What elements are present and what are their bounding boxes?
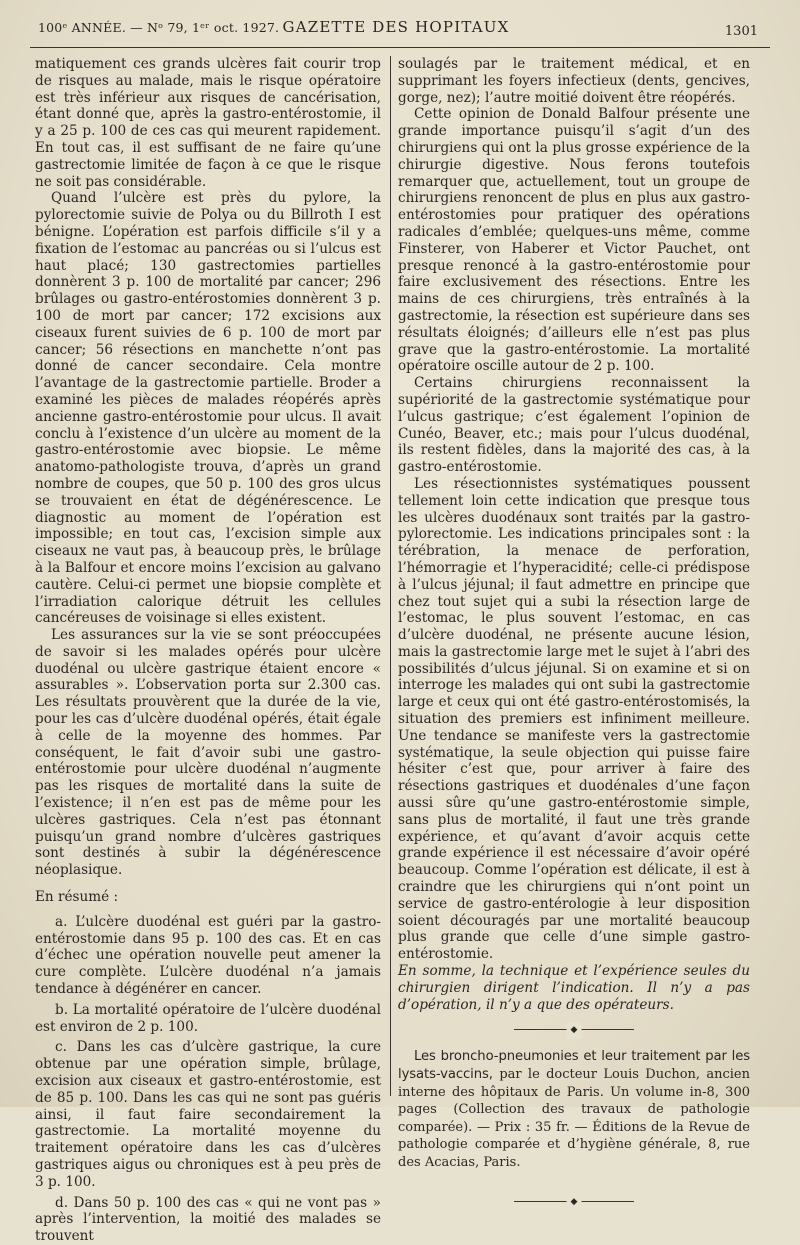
summary-item: c. Dans les cas d’ulcère gastrique, la cure obtenue par une opération simple, brûlage, excision aux ciseaux et gastro-entérostomie, est de 85 p. 100. Dans les cas qui ne sont pas guéris ainsi, il faut faire secondairement la gastrectomie. La mortalité moyenne du traitement opératoire dans les cas d’ulcères gastriques aigus ou chroniques est à peu près de 3 p. 100. <box>35 1039 381 1190</box>
column-divider <box>390 56 391 1096</box>
summary-item: a. L’ulcère duodénal est guéri par la gastro-entérostomie dans 95 p. 100 des cas. Et en cas d’échec une opération nouvelle peut amener la cure complète. L’ulcère duodénal n’a jamais tendance à dégénérer en cancer. <box>35 913 381 998</box>
book-details: par le docteur Louis Duchon, ancien interne des hôpitaux de Paris. Un volume in-8, 300 pages (Collection des travaux de pathologie comparée). — Prix : 35 fr. — Éditions de la Revue de pathologie comparée et d’hygiène générale, 8, rue des Acacias, Paris. <box>398 1067 750 1170</box>
issue-info: 100ᵉ ANNÉE. — Nᵒ 79, 1ᵉʳ oct. 1927. <box>38 20 280 35</box>
summary-item: b. La mortalité opératoire de l’ulcère duodénal est environ de 2 p. 100. <box>35 1001 381 1035</box>
summary-item: d. Dans 50 p. 100 des cas « qui ne vont pas » après l’intervention, la moitié des malades se trouvent <box>35 1194 381 1245</box>
paragraph: Cette opinion de Donald Balfour présente une grande importance puisqu’il s’agit d’un des chirurgiens qui ont la plus grosse expérience de la chirurgie digestive. Nous ferons toutefois remarquer que, actuellement, tout un groupe de chirurgiens renoncent de plus en plus aux gastro-entérostomies pour pratiquer des opérations radicales d’emblée; quelques-uns même, comme Finsterer, von Haberer et Victor Pauchet, ont presque renoncé à la gastro-entérostomie pour faire exclusivement des résections. Entre les mains de ces chirurgiens, très entraînés à la gastrectomie, la résection est supérieure dans ses résultats éloignés; d’ailleurs elle n’est pas plus grave que la gastro-entérostomie. La mortalité opératoire oscille autour de 2 p. 100. <box>398 106 750 375</box>
header-rule <box>30 47 770 48</box>
page-number: 1301 <box>724 24 758 39</box>
paragraph: Quand l’ulcère est près du pylore, la pylorectomie suivie de Polya ou du Billroth I est bénigne. L’opération est parfois difficile s’il y a fixation de l’estomac au pancréas ou si l’ulcus est haut placé; 130 gastrectomies partielles donnèrent 3 p. 100 de mortalité par cancer; 296 brûlages ou gastro-entérostomies donnèrent 3 p. 100 de mort par cancer; 172 excisions aux ciseaux furent suivies de 6 p. 100 de mort par cancer; 56 résections en manchette n’ont pas donné de cancer secondaire. Cela montre l’avantage de la gastrectomie partielle. Broder a examiné les pièces de malades réopérés après ancienne gastro-entérostomie pour ulcus. Il avait conclu à l’existence d’un ulcère au moment de la gastro-entérostomie avec biopsie. Le même anatomo-pathologiste trouva, d’après un grand nombre de coupes, que 50 p. 100 des gros ulcus se trouvaient en état de dégénérescence. Le diagnostic au moment de l’opération est impossible; en tout cas, l’excision simple aux ciseaux ne vaut pas, à beaucoup près, le brûlage à la Balfour et encore moins l’excision au galvano cautère. Celui-ci permet une biopsie complète et l’irradiation calorique détruit les cellules cancéreuses de voisinage si elles existent. <box>35 190 381 627</box>
section-separator <box>514 1029 634 1030</box>
left-column <box>35 56 381 1245</box>
book-title: Les broncho-pneumonies et leur traitement par les lysats-vaccins, <box>398 1049 750 1083</box>
conclusion: En somme, la technique et l’expérience seules du chirurgien dirigent l’indication. Il n’y a pas d’opération, il n’y a que des opérateurs. <box>398 963 750 1013</box>
paragraph: matiquement ces grands ulcères fait courir trop de risques au malade, mais le risque opératoire est très inférieur aux risques de cancérisation, étant donné que, après la gastro-entérostomie, il y a 25 p. 100 de ces cas qui meurent rapidement. En tout cas, il est suffisant de ne faire qu’une gastrectomie limitée de façon à ce que le risque ne soit pas considérable. <box>35 56 381 190</box>
publication-title: GAZETTE DES HOPITAUX <box>282 18 510 36</box>
resume-heading: En résumé : <box>35 889 119 906</box>
book-notice <box>398 1048 750 1171</box>
page-header <box>22 14 770 40</box>
paragraph: soulagés par le traitement médical, et en supprimant les foyers infectieux (dents, gencives, gorge, nez); l’autre moitié doivent être réopérés. <box>398 56 750 106</box>
paragraph: Les résectionnistes systématiques poussent tellement loin cette indication que presque tous les ulcères duodénaux sont traités par la gastro-pylorectomie. Les indications principales sont : la térébration, la menace de perforation, l’hémorragie et l’hyperacidité; celle-ci prédispose à l’ulcus jéjunal; il faut admettre en principe que chez tout sujet qui a subi la résection large de l’estomac, le plus souvent l’estomac, en cas d’ulcère duodénal, ne présente aucune lésion, mais la gastrectomie large met le sujet à l’abri des possibilités d’ulcus jéjunal. Si on examine et si on interroge les malades qui ont subi la gastrectomie large et ceux qui ont été gastro-entérostomisés, la situation des premiers est infiniment meilleure. Une tendance se manifeste vers la gastrectomie systématique, la seule objection qui puisse faire hésiter c’est que, pour arriver à faire des résections gastriques et duodénales d’une façon aussi sûre qu’une gastro-entérostomie simple, sans plus de mortalité, il faut une très grande expérience, et qu’avant d’avoir acquis cette grande expérience il est nécessaire d’avoir opéré beaucoup. Comme l’opération est délicate, il est à craindre que les chirurgiens qui n’ont point un service de gastro-entérologie à leur disposition soient découragés par une mortalité beaucoup plus grande que celle d’une simple gastro-entérostomie. <box>398 475 750 963</box>
paragraph: Certains chirurgiens reconnaissent la supériorité de la gastrectomie systématique pour l’ulcus gastrique; c’est également l’opinion de Cunéo, Beaver, etc.; mais pour l’ulcus duodénal, ils restent fidèles, dans la majorité des cas, à la gastro-entérostomie. <box>398 375 750 476</box>
paragraph: Les assurances sur la vie se sont préoccupées de savoir si les malades opérés pour ulcère duodénal ou ulcère gastrique étaient encore « assurables ». L’observation porta sur 2.300 cas. Les résultats prouvèrent que la durée de la vie, pour les cas d’ulcère duodénal opérés, était égale à celle de la moyenne des hommes. Par conséquent, le fait d’avoir subi une gastro-entérostomie pour ulcère duodénal n’augmente pas les risques de mortalité dans la suite de l’existence; il n’en est pas de même pour les ulcères gastriques. Cela n’est pas étonnant puisqu’un grand nombre d’ulcères gastriques sont destinés à subir la dégénérescence néoplasique. <box>35 627 381 879</box>
right-column <box>398 56 750 1202</box>
end-separator <box>514 1201 634 1202</box>
